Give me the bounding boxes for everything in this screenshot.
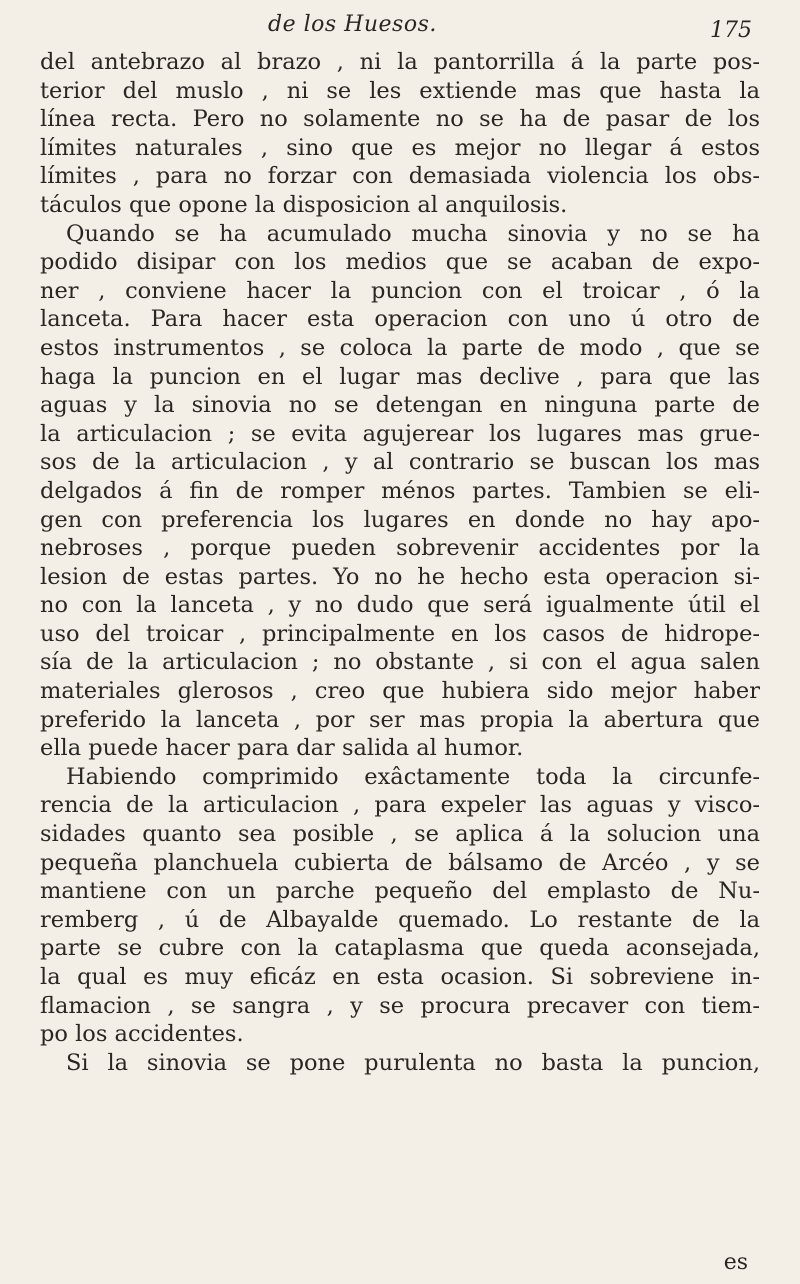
text-line: haga la puncion en el lugar mas declive , para que las (40, 363, 760, 390)
text-line: parte se cubre con la cataplasma que queda aconsejada, (40, 935, 760, 962)
text-line: flamacion , se sangra , y se procura precaver con tiem- (40, 992, 760, 1019)
text-line: sidades quanto sea posible , se aplica á la solucion una (40, 821, 760, 848)
text-line: aguas y la sinovia no se detengan en ninguna parte de (40, 392, 760, 419)
text-line: rencia de la articulacion , para expeler las aguas y visco- (40, 792, 760, 819)
text-line: podido disipar con los medios que se acaban de expo- (40, 249, 760, 276)
body-text (40, 48, 760, 1077)
text-line: pequeña planchuela cubierta de bálsamo de Arcéo , y se (40, 849, 760, 876)
text-line: Habiendo comprimido exâctamente toda la circunfe- (66, 763, 760, 790)
text-line: uso del troicar , principalmente en los casos de hidrope- (40, 620, 760, 647)
text-line: Si la sinovia se pone purulenta no basta la puncion, (66, 1049, 760, 1076)
text-line: no con la lanceta , y no dudo que será igualmente útil el (40, 592, 760, 619)
text-line: nebroses , porque pueden sobrevenir accidentes por la (40, 535, 760, 562)
text-line: límites , para no forzar con demasiada violencia los obs- (40, 163, 760, 190)
running-title: de los Huesos. (268, 12, 437, 37)
text-line: gen con preferencia los lugares en donde no hay apo- (40, 506, 760, 533)
text-line: línea recta. Pero no solamente no se ha de pasar de los (40, 106, 760, 133)
text-line: preferido la lanceta , por ser mas propia la abertura que (40, 706, 760, 733)
text-line: po los accidentes. (40, 1021, 244, 1048)
text-line: remberg , ú de Albayalde quemado. Lo restante de la (40, 906, 760, 933)
text-line: sos de la articulacion , y al contrario se buscan los mas (40, 449, 760, 476)
text-line: estos instrumentos , se coloca la parte de modo , que se (40, 334, 760, 361)
text-line: lanceta. Para hacer esta operacion con uno ú otro de (40, 306, 760, 333)
text-line: Quando se ha acumulado mucha sinovia y no se ha (66, 220, 760, 247)
text-line: ner , conviene hacer la puncion con el troicar , ó la (40, 277, 760, 304)
text-line: del antebrazo al brazo , ni la pantorrilla á la parte pos- (40, 49, 760, 75)
page-number: 175 (710, 18, 752, 43)
catchword: es (723, 1250, 748, 1275)
text-line: sía de la articulacion ; no obstante , si con el agua salen (40, 649, 760, 676)
text-line: terior del muslo , ni se les extiende mas que hasta la (40, 77, 760, 104)
text-line: la articulacion ; se evita agujerear los lugares mas grue- (40, 420, 760, 447)
running-head (0, 8, 800, 48)
text-line: lesion de estas partes. Yo no he hecho esta operacion si- (40, 563, 760, 590)
text-line: ella puede hacer para dar salida al humor. (40, 735, 524, 762)
text-line: la qual es muy eficáz en esta ocasion. Si sobreviene in- (40, 964, 760, 990)
text-line: delgados á fin de romper ménos partes. Tambien se eli- (40, 477, 760, 504)
text-line: mantiene con un parche pequeño del emplasto de Nu- (40, 878, 760, 905)
text-line: límites naturales , sino que es mejor no llegar á estos (40, 134, 760, 161)
text-line: materiales glerosos , creo que hubiera sido mejor haber (40, 678, 760, 705)
text-line: táculos que opone la disposicion al anquilosis. (40, 191, 568, 218)
